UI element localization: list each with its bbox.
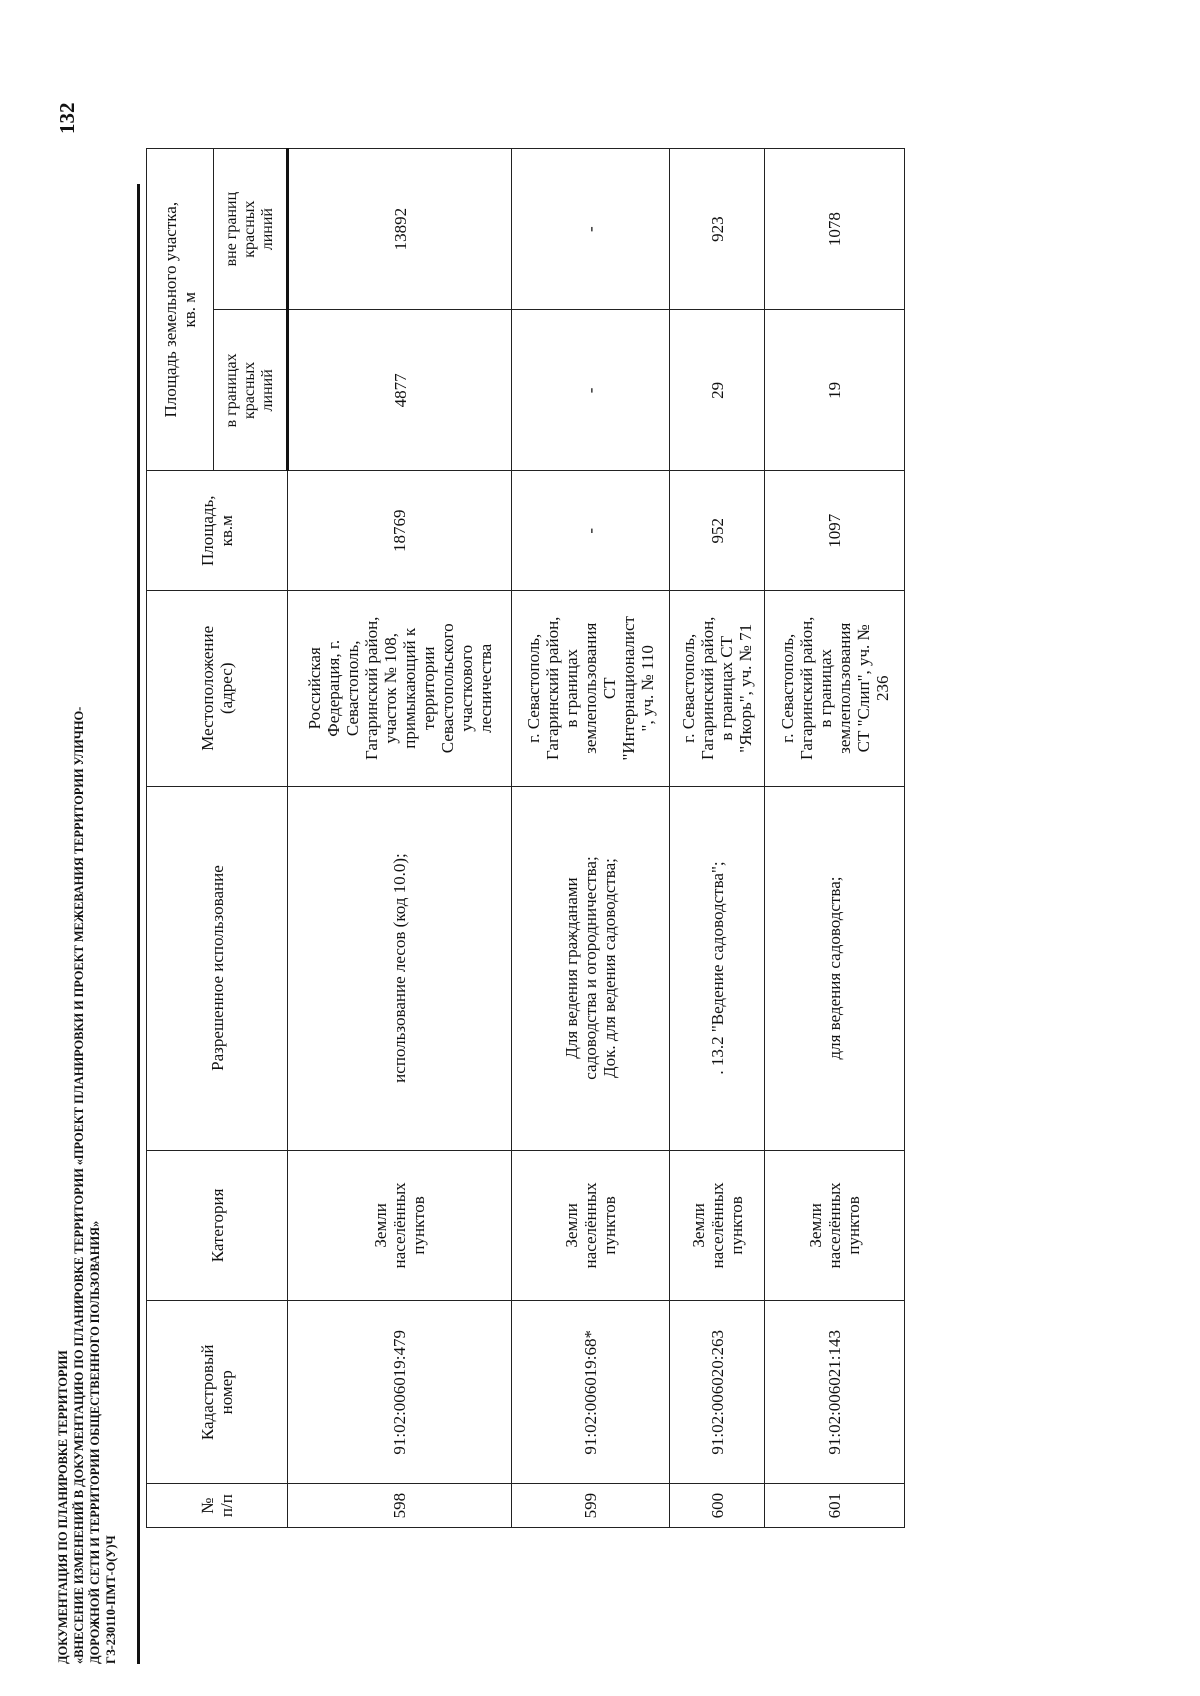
header-line-4: ГЗ-230110-ПМТ-О(У)Ч xyxy=(104,1535,118,1664)
cell-cadastral: 91:02:006019:479 xyxy=(288,1301,512,1484)
header-num: № п/п xyxy=(147,1484,288,1528)
cell-cadastral: 91:02:006021:143 xyxy=(765,1301,905,1484)
header-category: Категория xyxy=(147,1150,288,1301)
cell-inside: 4877 xyxy=(288,310,512,471)
cell-area: 952 xyxy=(670,471,765,591)
header-divider xyxy=(137,184,140,1664)
header-plot-area-group: Площадь земельного участка, кв. м xyxy=(147,149,214,471)
cell-location: Российская Федерация, г. Севастополь, Гагаринский район, участок № 108, примыкающий к территории Севастопольского участкового лесничества xyxy=(288,591,512,787)
table-row xyxy=(512,149,670,1528)
cell-num: 601 xyxy=(765,1484,905,1528)
table-row xyxy=(765,149,905,1528)
cell-inside: 19 xyxy=(765,310,905,471)
header-line-2: «ВНЕСЕНИЕ ИЗМЕНЕНИЙ В ДОКУМЕНТАЦИЮ ПО ПЛАНИРОВКЕ ТЕРРИТОРИИ «ПРОЕКТ ПЛАНИРОВКИ И ПРОЕКТ МЕЖЕВАНИЯ ТЕРРИТОРИИ УЛИЧНО- xyxy=(72,706,86,1664)
cell-inside: - xyxy=(512,310,670,471)
cell-outside: 1078 xyxy=(765,149,905,310)
cell-category: Земли населённых пунктов xyxy=(670,1150,765,1301)
cell-location: г. Севастополь, Гагаринский район, в границах землепользования СТ "Интернационалист ", уч. № 110 xyxy=(512,591,670,787)
cell-num: 598 xyxy=(288,1484,512,1528)
cell-inside: 29 xyxy=(670,310,765,471)
cell-area: - xyxy=(512,471,670,591)
cell-permitted-use: использование лесов (код 10.0); xyxy=(288,786,512,1150)
header-outside-red-lines: вне границ красных линий xyxy=(214,149,288,310)
cell-outside: - xyxy=(512,149,670,310)
cell-permitted-use: для ведения садоводства; xyxy=(765,786,905,1150)
cell-category: Земли населённых пунктов xyxy=(765,1150,905,1301)
cell-cadastral: 91:02:006020:263 xyxy=(670,1301,765,1484)
cell-location: г. Севастополь, Гагаринский район, в границах СТ "Якорь", уч. № 71 xyxy=(670,591,765,787)
cell-permitted-use: . 13.2 "Ведение садоводства"; xyxy=(670,786,765,1150)
header-area: Площадь, кв.м xyxy=(147,471,288,591)
table-row xyxy=(670,149,765,1528)
header-line-3: ДОРОЖНОЙ СЕТИ И ТЕРРИТОРИИ ОБЩЕСТВЕННОГО ПОЛЬЗОВАНИЯ» xyxy=(88,1220,102,1664)
header-permitted-use: Разрешенное использование xyxy=(147,786,288,1150)
table-row xyxy=(288,149,512,1528)
cell-category: Земли населённых пунктов xyxy=(288,1150,512,1301)
land-plots-table xyxy=(146,148,905,1528)
document-header xyxy=(55,344,119,1664)
cell-location: г. Севастополь, Гагаринский район, в границах землепользования СТ "Слип", уч. № 236 xyxy=(765,591,905,787)
table-header-row xyxy=(147,149,214,1528)
cell-outside: 923 xyxy=(670,149,765,310)
cell-outside: 13892 xyxy=(288,149,512,310)
cell-area: 1097 xyxy=(765,471,905,591)
header-location: Местоположение (адрес) xyxy=(147,591,288,787)
cell-cadastral: 91:02:006019:68* xyxy=(512,1301,670,1484)
page-number: 132 xyxy=(55,102,79,134)
cell-category: Земли населённых пунктов xyxy=(512,1150,670,1301)
cell-area: 18769 xyxy=(288,471,512,591)
cell-num: 599 xyxy=(512,1484,670,1528)
cell-num: 600 xyxy=(670,1484,765,1528)
header-cadastral: Кадастровый номер xyxy=(147,1301,288,1484)
cell-permitted-use: Для ведения гражданами садоводства и огородничества; Док. для ведения садоводства; xyxy=(512,786,670,1150)
header-inside-red-lines: в границах красных линий xyxy=(214,310,288,471)
header-line-1: ДОКУМЕНТАЦИЯ ПО ПЛАНИРОВКЕ ТЕРРИТОРИИ xyxy=(56,1350,70,1664)
